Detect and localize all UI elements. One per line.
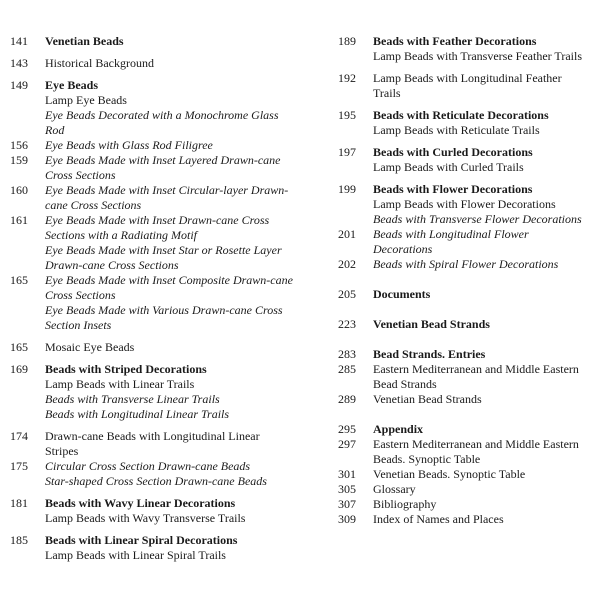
toc-entry-title: Historical Background	[45, 56, 154, 70]
toc-entry	[338, 482, 590, 497]
toc-entry-title: Eye Beads Made with Inset Composite Drawn-cane Cross Sections	[45, 273, 293, 302]
toc-page-number	[338, 160, 373, 175]
toc-entry	[338, 317, 590, 332]
toc-page-number: 199	[338, 182, 356, 196]
toc-entry	[10, 183, 295, 213]
toc-entry-title: Beads with Longitudinal Flower Decorations	[373, 227, 529, 256]
toc-entry	[10, 213, 295, 243]
toc-entry-title: Eastern Mediterranean and Middle Eastern Bead Strands	[373, 362, 579, 391]
toc-entry-title: Eye Beads Made with Inset Circular-layer Drawn-cane Cross Sections	[45, 183, 289, 212]
toc-page-number: 185	[10, 533, 28, 547]
toc-entry	[10, 459, 295, 474]
toc-page-number	[10, 407, 45, 422]
toc-entry-title: Venetian Bead Strands	[373, 392, 482, 406]
toc-entry	[10, 78, 295, 93]
toc-entry	[10, 496, 295, 511]
toc-entry-title: Beads with Linear Spiral Decorations	[45, 533, 238, 547]
toc-entry-title: Eye Beads	[45, 78, 99, 92]
toc-entry	[10, 533, 295, 548]
toc-entry-title: Eye Beads with Glass Rod Filigree	[45, 138, 213, 152]
toc-page-number: 295	[338, 422, 356, 436]
toc-page-number: 223	[338, 317, 356, 331]
toc-entry	[10, 377, 295, 392]
toc-page-number: 175	[10, 459, 28, 473]
toc-entry-title: Index of Names and Places	[373, 512, 504, 526]
toc-entry	[10, 511, 295, 526]
toc-entry-title: Lamp Beads with Curled Trails	[373, 160, 524, 174]
toc-page-number	[338, 123, 373, 138]
toc-page-number: 289	[338, 392, 356, 406]
toc-entry-title: Lamp Beads with Linear Trails	[45, 377, 195, 391]
toc-entry	[338, 347, 590, 362]
toc-entry	[10, 303, 295, 333]
toc-entry-title: Eye Beads Made with Various Drawn-cane Cross Section Insets	[45, 303, 283, 332]
toc-page-number: 143	[10, 56, 28, 70]
toc-entry	[10, 138, 295, 153]
toc-entry-title: Star-shaped Cross Section Drawn-cane Beads	[45, 474, 267, 488]
toc-page-number: 197	[338, 145, 356, 159]
toc-entry	[10, 93, 295, 108]
toc-entry	[338, 49, 590, 64]
toc-entry	[10, 429, 295, 459]
toc-entry	[10, 56, 295, 71]
toc-entry-title: Lamp Beads with Transverse Feather Trails	[373, 49, 582, 63]
toc-entry	[338, 512, 590, 527]
toc-entry	[338, 160, 590, 175]
toc-entry	[338, 108, 590, 123]
toc-entry	[10, 340, 295, 355]
toc-entry-title: Lamp Beads with Flower Decorations	[373, 197, 556, 211]
toc-entry-title: Lamp Beads with Wavy Transverse Trails	[45, 511, 246, 525]
toc-page-number: 195	[338, 108, 356, 122]
toc-entry	[10, 392, 295, 407]
toc-page-number: 141	[10, 34, 28, 48]
toc-page-number: 159	[10, 153, 28, 167]
toc-page-number: 165	[10, 273, 28, 287]
toc-entry-title: Lamp Beads with Reticulate Trails	[373, 123, 540, 137]
toc-page-number	[10, 474, 45, 489]
toc-entry-title: Beads with Curled Decorations	[373, 145, 533, 159]
toc-entry-title: Beads with Feather Decorations	[373, 34, 537, 48]
toc-entry	[338, 197, 590, 212]
toc-entry	[338, 467, 590, 482]
toc-entry	[10, 34, 295, 49]
toc-entry	[338, 123, 590, 138]
toc-entry	[10, 548, 295, 563]
toc-entry	[338, 422, 590, 437]
toc-entry-title: Venetian Beads	[45, 34, 124, 48]
toc-page-number: 201	[338, 227, 356, 241]
toc-page-number	[338, 212, 373, 227]
toc-entry-title: Beads with Flower Decorations	[373, 182, 533, 196]
toc-entry-title: Venetian Beads. Synoptic Table	[373, 467, 526, 481]
toc-entry-title: Beads with Transverse Flower Decorations	[373, 212, 582, 226]
toc-entry-title: Beads with Longitudinal Linear Trails	[45, 407, 230, 421]
toc-entry-title: Mosaic Eye Beads	[45, 340, 135, 354]
toc-page-number: 285	[338, 362, 356, 376]
toc-entry	[338, 212, 590, 227]
toc-entry	[338, 257, 590, 272]
toc-entry	[338, 182, 590, 197]
toc-entry-title: Lamp Beads with Longitudinal Feather Trails	[373, 71, 562, 100]
toc-page-number: 189	[338, 34, 356, 48]
toc-entry-title: Glossary	[373, 482, 416, 496]
toc-page-number	[338, 197, 373, 212]
toc-entry	[338, 145, 590, 160]
toc-page-number: 205	[338, 287, 356, 301]
toc-page-number	[10, 392, 45, 407]
toc-entry-title: Eye Beads Made with Inset Star or Rosette Layer Drawn-cane Cross Sections	[45, 243, 282, 272]
toc-entry-title: Beads with Striped Decorations	[45, 362, 207, 376]
toc-page-number: 149	[10, 78, 28, 92]
toc-entry-title: Eye Beads Decorated with a Monochrome Glass Rod	[45, 108, 279, 137]
toc-entry	[10, 407, 295, 422]
toc-entry	[338, 437, 590, 467]
toc-page-number: 165	[10, 340, 28, 354]
toc-left-column	[10, 34, 295, 563]
toc-right-column	[338, 34, 590, 527]
toc-entry-title: Beads with Transverse Linear Trails	[45, 392, 220, 406]
toc-entry	[10, 153, 295, 183]
toc-page-number: 202	[338, 257, 356, 271]
toc-entry	[338, 392, 590, 407]
toc-entry	[338, 227, 590, 257]
toc-page-number: 181	[10, 496, 28, 510]
toc-page-number: 192	[338, 71, 356, 85]
toc-entry	[10, 474, 295, 489]
toc-page-number	[10, 93, 45, 108]
toc-entry-title: Appendix	[373, 422, 424, 436]
toc-entry-title: Documents	[373, 287, 431, 301]
toc-page-number: 305	[338, 482, 356, 496]
toc-page-number: 156	[10, 138, 28, 152]
toc-entry-title: Beads with Reticulate Decorations	[373, 108, 549, 122]
toc-entry-title: Beads with Spiral Flower Decorations	[373, 257, 559, 271]
toc-page-number	[10, 108, 45, 138]
toc-page-number	[338, 49, 373, 64]
toc-entry-title: Lamp Eye Beads	[45, 93, 127, 107]
toc-entry	[10, 362, 295, 377]
toc-entry	[10, 108, 295, 138]
toc-page-number	[10, 303, 45, 333]
toc-entry-title: Eye Beads Made with Inset Drawn-cane Cross Sections with a Radiating Motif	[45, 213, 270, 242]
toc-entry-title: Lamp Beads with Linear Spiral Trails	[45, 548, 226, 562]
toc-entry-title: Beads with Wavy Linear Decorations	[45, 496, 236, 510]
toc-page-number: 297	[338, 437, 356, 451]
toc-entry-title: Drawn-cane Beads with Longitudinal Linear Stripes	[45, 429, 260, 458]
toc-entry-title: Eye Beads Made with Inset Layered Drawn-cane Cross Sections	[45, 153, 281, 182]
toc-entry	[10, 243, 295, 273]
toc-entry	[338, 362, 590, 392]
toc-entry	[338, 71, 590, 101]
toc-entry	[10, 273, 295, 303]
toc-page-number: 174	[10, 429, 28, 443]
toc-entry	[338, 287, 590, 302]
toc-page-number	[10, 377, 45, 392]
toc-page-number: 169	[10, 362, 28, 376]
toc-page-number	[10, 243, 45, 273]
toc-page-number: 301	[338, 467, 356, 481]
toc-page-number: 160	[10, 183, 28, 197]
toc-page-number: 161	[10, 213, 28, 227]
toc-page-number: 307	[338, 497, 356, 511]
toc-entry-title: Venetian Bead Strands	[373, 317, 490, 331]
toc-page-number	[10, 511, 45, 526]
toc-entry-title: Bibliography	[373, 497, 437, 511]
toc-page-number: 309	[338, 512, 356, 526]
toc-page-number	[10, 548, 45, 563]
toc-entry-title: Circular Cross Section Drawn-cane Beads	[45, 459, 251, 473]
toc-entry-title: Bead Strands. Entries	[373, 347, 486, 361]
toc-entry	[338, 34, 590, 49]
toc-entry	[338, 497, 590, 512]
toc-page-number: 283	[338, 347, 356, 361]
toc-entry-title: Eastern Mediterranean and Middle Eastern Beads. Synoptic Table	[373, 437, 579, 466]
